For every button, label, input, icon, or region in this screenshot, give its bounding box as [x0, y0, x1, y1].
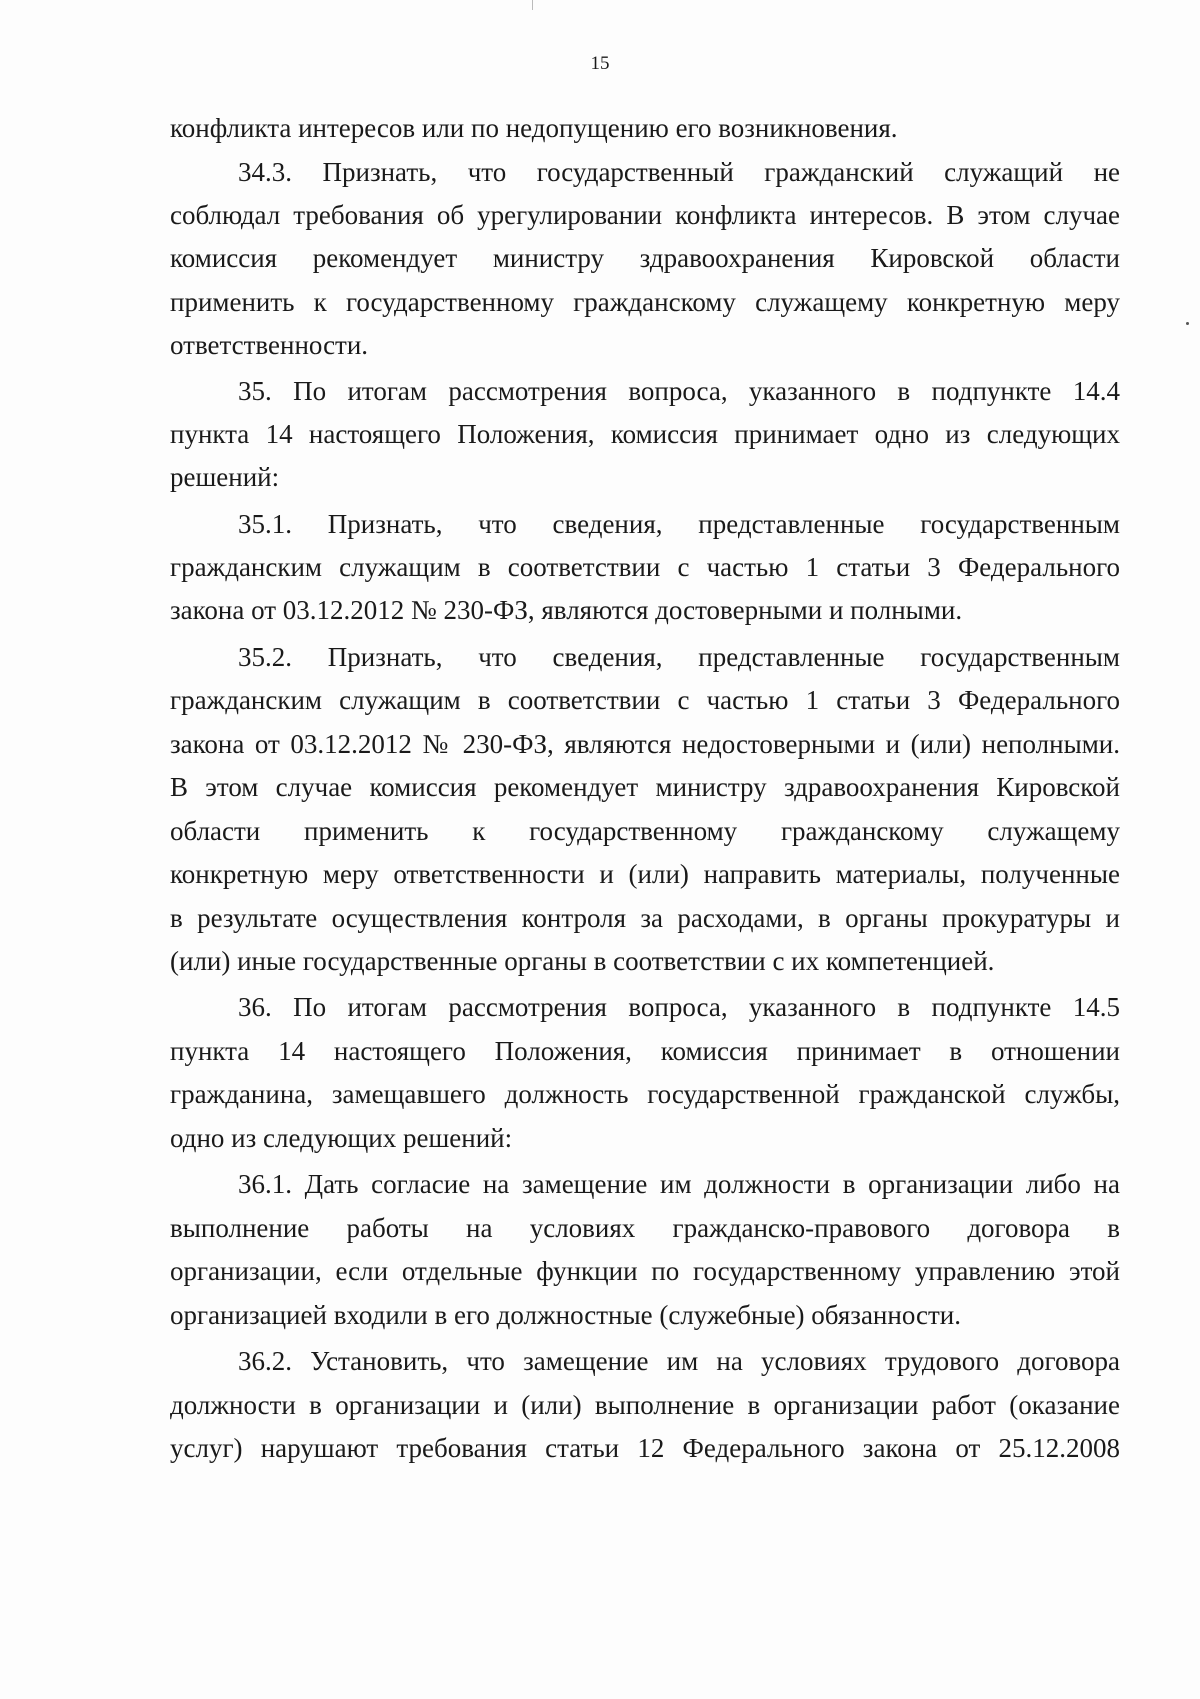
text-line: организацией входили в его должностные (служебные) обязанности. — [170, 1300, 961, 1330]
text-line: пункта 14 настоящего Положения, комиссия принимает одно из следующих — [170, 419, 1120, 449]
text-line: 34.3. Признать, что государственный гражданский служащий не — [238, 157, 1120, 187]
text-line: 36.1. Дать согласие на замещение им должности в организации либо на — [238, 1169, 1120, 1199]
text-line: в результате осуществления контроля за расходами, в органы прокуратуры и — [170, 903, 1120, 933]
text-line: конфликта интересов или по недопущению его возникновения. — [170, 113, 898, 143]
scan-speck — [1186, 322, 1189, 325]
text-line: услуг) нарушают требования статьи 12 Федерального закона от 25.12.2008 — [170, 1433, 1120, 1463]
text-line: гражданским служащим в соответствии с частью 1 статьи 3 Федерального — [170, 552, 1120, 582]
text-line: одно из следующих решений: — [170, 1123, 513, 1153]
text-line: выполнение работы на условиях гражданско-правового договора в — [170, 1213, 1120, 1243]
text-line: пункта 14 настоящего Положения, комиссия принимает в отношении — [170, 1036, 1120, 1066]
text-line: 35.1. Признать, что сведения, представленные государственным — [238, 509, 1120, 539]
text-line: 35.2. Признать, что сведения, представленные государственным — [238, 642, 1120, 672]
text-line: (или) иные государственные органы в соответствии с их компетенцией. — [170, 946, 995, 976]
text-line: 36. По итогам рассмотрения вопроса, указанного в подпункте 14.5 — [238, 992, 1120, 1022]
text-line: закона от 03.12.2012 № 230-ФЗ, являются недостоверными и (или) неполными. — [170, 729, 1120, 759]
text-line: организации, если отдельные функции по государственному управлению этой — [170, 1256, 1120, 1286]
text-line: области применить к государственному гражданскому служащему — [170, 816, 1120, 846]
scan-artifact — [532, 0, 533, 10]
text-line: гражданина, замещавшего должность государственной гражданской службы, — [170, 1079, 1120, 1109]
text-line: гражданским служащим в соответствии с частью 1 статьи 3 Федерального — [170, 685, 1120, 715]
text-line: решений: — [170, 462, 280, 492]
text-line: ответственности. — [170, 330, 369, 360]
text-line: В этом случае комиссия рекомендует министру здравоохранения Кировской — [170, 772, 1120, 802]
text-line: соблюдал требования об урегулировании конфликта интересов. В этом случае — [170, 200, 1120, 230]
text-line: применить к государственному гражданскому служащему конкретную меру — [170, 287, 1120, 317]
text-line: должности в организации и (или) выполнение в организации работ (оказание — [170, 1390, 1120, 1420]
text-line: 36.2. Установить, что замещение им на условиях трудового договора — [238, 1346, 1120, 1376]
page-number: 15 — [590, 53, 610, 74]
text-line: конкретную меру ответственности и (или) направить материалы, полученные — [170, 859, 1120, 889]
text-line: закона от 03.12.2012 № 230-ФЗ, являются достоверными и полными. — [170, 595, 963, 625]
text-line: 35. По итогам рассмотрения вопроса, указанного в подпункте 14.4 — [238, 376, 1120, 406]
text-line: комиссия рекомендует министру здравоохранения Кировской области — [170, 243, 1120, 273]
